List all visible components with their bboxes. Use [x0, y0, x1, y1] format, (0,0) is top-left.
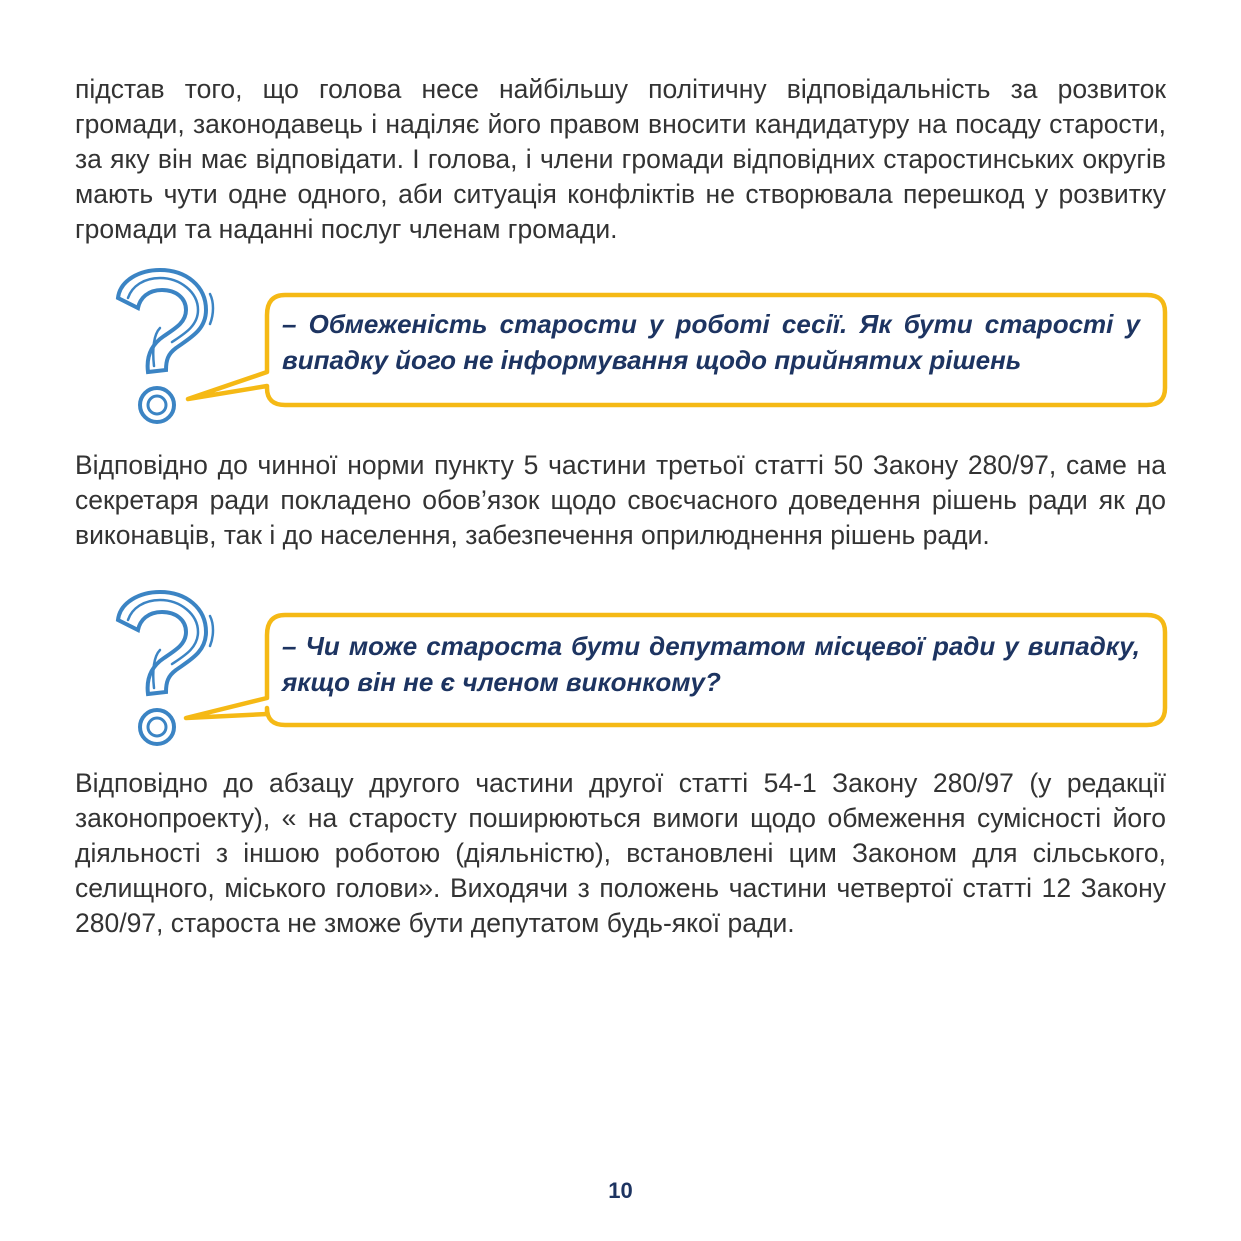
question-text: – Обмеженість старости у роботі сесії. Як бути старості у випадку його не інформування щодо прийнятих рішень	[282, 309, 1140, 375]
page-number: 10	[608, 1178, 633, 1203]
question-mark-icon	[110, 268, 220, 428]
body-paragraph: Відповідно до абзацу другого частини другої статті 54-1 Закону 280/97 (у редакції законопроекту), « на старосту поширюються вимоги щодо обмеження сумісності його діяльності з іншою роботою (діяльністю), встановлені цим Законом для сільського, селищного, міського голови». Виходячи з положень частини четвертої статті 12 Закону 280/97, староста не зможе бути депутатом будь-якої ради.	[75, 768, 1166, 938]
question-text: – Чи може староста бути депутатом місцевої ради у випадку, якщо він не є членом виконкому?	[282, 631, 1140, 697]
body-paragraph: підстав того, що голова несе найбільшу політичну відповідальність за розвиток громади, законодавець і наділяє його правом вносити кандидатуру на посаду старости, за яку він має відповідати. І голова, і члени громади відповідних старостинських округів мають чути одне одного, аби ситуація конфліктів не створювала перешкод у розвитку громади та наданні послуг членам громади.	[75, 74, 1166, 244]
question-callout	[110, 588, 1170, 753]
question-callout	[110, 268, 1170, 428]
question-mark-icon	[110, 588, 220, 753]
body-paragraph: Відповідно до чинної норми пункту 5 частини третьої статті 50 Закону 280/97, саме на секретаря ради покладено обов’язок щодо своєчасного доведення рішень ради як до виконавців, так і до населення, забезпечення оприлюднення рішень ради.	[75, 450, 1166, 550]
